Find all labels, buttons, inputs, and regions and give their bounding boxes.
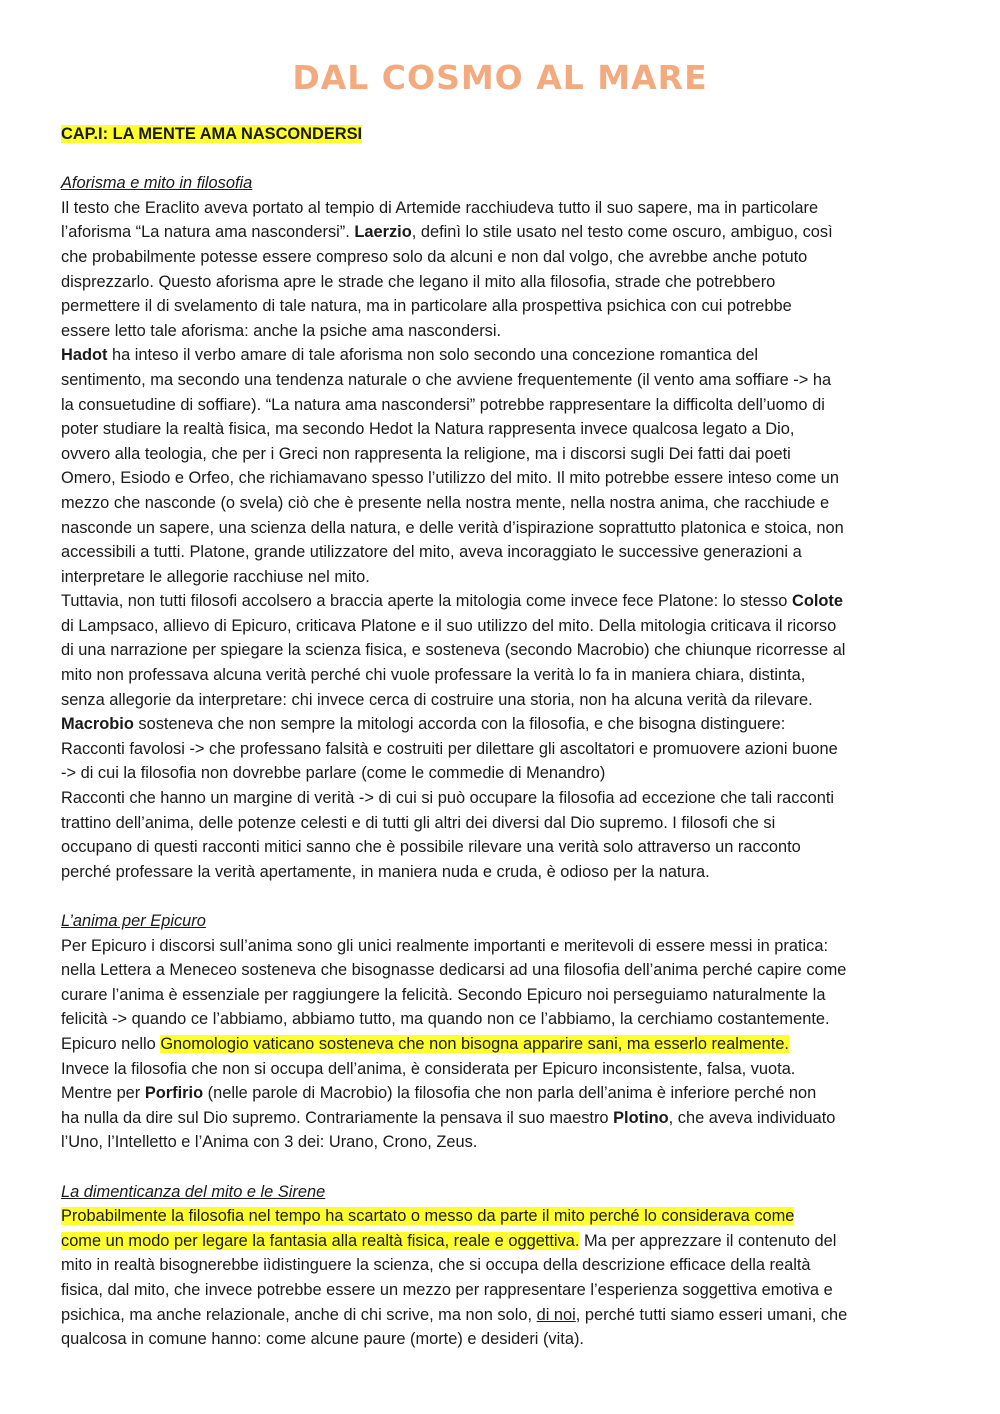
text-run: Ma per apprezzare il contenuto del xyxy=(579,1231,837,1250)
text-line xyxy=(61,1032,951,1057)
blank-line xyxy=(61,884,951,909)
text-run: di Lampsaco, allievo di Epicuro, criticava Platone e il suo utilizzo del mito. Della mitologia criticava il ricorso xyxy=(61,616,837,635)
text-run: ha nulla da dire sul Dio supremo. Contrariamente la pensava il suo maestro xyxy=(61,1108,614,1127)
text-line xyxy=(61,835,951,860)
text-line xyxy=(61,294,951,319)
text-run: accessibili a tutti. Platone, grande utilizzatore del mito, aveva incoraggiato le successive generazioni a xyxy=(61,543,802,562)
text-run: ha inteso il verbo amare di tale aforisma non solo secondo una concezione romantica del xyxy=(107,346,758,365)
text-run: disprezzarlo. Questo aforisma apre le strade che legano il mito alla filosofia, strade che potrebbero xyxy=(61,272,776,291)
section-heading: Aforisma e mito in filosofia xyxy=(61,174,253,193)
text-line xyxy=(61,811,951,836)
text-run: mito non professava alcuna verità perché chi vuole professare la verità lo fa in maniera chiara, distinta, xyxy=(61,666,806,685)
text-run: sentimento, ma secondo una tendenza naturale o che avviene frequentemente (il vento ama soffiare -> ha xyxy=(61,370,832,389)
bold-name: Porfirio xyxy=(144,1084,204,1103)
text-line xyxy=(61,737,951,762)
text-line xyxy=(61,1057,951,1082)
text-run: la consuetudine di soffiare). “La natura ama nascondersi” potrebbe rappresentare la difficolta dell’uomo di xyxy=(61,395,825,414)
text-line xyxy=(61,909,951,934)
text-line xyxy=(61,1180,951,1205)
text-line xyxy=(61,565,951,590)
text-line xyxy=(61,983,951,1008)
text-line xyxy=(61,1303,951,1328)
text-line xyxy=(61,1278,951,1303)
bold-name: Colote xyxy=(791,592,843,611)
text-run: Epicuro nello xyxy=(61,1034,161,1053)
bold-name: Laerzio xyxy=(354,223,412,242)
text-run: l’Uno, l’Intelletto e l’Anima con 3 dei: Urano, Crono, Zeus. xyxy=(61,1133,478,1152)
text-line xyxy=(61,712,951,737)
text-run: Racconti che hanno un margine di verità -> di cui si può occupare la filosofia ad eccezione che tali racconti xyxy=(61,789,835,808)
text-line xyxy=(61,786,951,811)
text-run: essere letto tale aforisma: anche la psiche ama nascondersi. xyxy=(61,321,502,340)
text-line xyxy=(61,368,951,393)
text-run: di una narrazione per spiegare la scienza fisica, e sosteneva (secondo Macrobio) che chiunque ricorresse al xyxy=(61,641,846,660)
text-line xyxy=(61,1327,951,1352)
text-run: che probabilmente potesse essere compreso solo da alcuni e non dal volgo, che avrebbe anche potuto xyxy=(61,247,808,266)
text-run: occupano di questi racconti mitici sanno che è possibile rilevare una verità solo attraverso un racconto xyxy=(61,838,801,857)
text-run: trattino dell’anima, delle potenze celesti e di tutti gli altri dei diversi dal Dio supremo. I filosofi che si xyxy=(61,813,776,832)
text-run: curare l’anima è essenziale per raggiungere la felicità. Secondo Epicuro noi perseguiamo naturalmente la xyxy=(61,985,826,1004)
text-line xyxy=(61,688,951,713)
text-run: , perché tutti siamo esseri umani, che xyxy=(575,1305,848,1324)
text-run: nella Lettera a Meneceo sosteneva che bisognasse dedicarsi ad una filosofia dell’anima perché capire come xyxy=(61,961,847,980)
text-run: ovvero alla teologia, che per i Greci non rappresenta la religione, ma i discorsi sugli Dei fatti dai poeti xyxy=(61,444,791,463)
document-body xyxy=(61,122,951,1352)
text-run: , definì lo stile usato nel testo come oscuro, ambiguo, così xyxy=(411,223,833,242)
blank-line xyxy=(61,1155,951,1180)
text-run: Per Epicuro i discorsi sull’anima sono gli unici realmente importanti e meritevoli di essere messi in pratica: xyxy=(61,936,829,955)
text-line xyxy=(61,761,951,786)
text-line xyxy=(61,589,951,614)
highlighted-text: Gnomologio vaticano sosteneva che non bisogna apparire sani, ma esserlo realmente. xyxy=(160,1034,789,1053)
underlined-text: di noi xyxy=(536,1305,576,1324)
text-line xyxy=(61,1007,951,1032)
text-line xyxy=(61,196,951,221)
text-line xyxy=(61,245,951,270)
text-run: Il testo che Eraclito aveva portato al tempio di Artemide racchiudeva tutto il suo sapere, ma in particolare xyxy=(61,198,819,217)
text-run: permettere il di svelamento di tale natura, ma in particolare alla prospettiva psichica con cui potrebbe xyxy=(61,297,792,316)
text-line xyxy=(61,466,951,491)
section-heading: L’anima per Epicuro xyxy=(61,912,206,930)
text-line xyxy=(61,393,951,418)
text-line xyxy=(61,1229,951,1254)
text-run: senza allegorie da interpretare: chi invece cerca di costruire una storia, non ha alcuna verità da rilevare. xyxy=(61,690,813,709)
highlighted-text: come un modo per legare la fantasia alla realtà fisica, reale e oggettiva. xyxy=(61,1231,580,1250)
text-line xyxy=(61,319,951,344)
text-run: felicità -> quando ce l’abbiamo, abbiamo tutto, ma quando non ce l’abbiamo, la cerchiamo costantemente. xyxy=(61,1010,830,1029)
text-run: Invece la filosofia che non si occupa dell’anima, è considerata per Epicuro inconsistente, falsa, vuota. xyxy=(61,1059,796,1078)
text-run: Tuttavia, non tutti filosofi accolsero a braccia aperte la mitologia come invece fece Platone: lo stesso xyxy=(61,592,792,611)
highlighted-text: Probabilmente la filosofia nel tempo ha scartato o messo da parte il mito perché lo considerava come xyxy=(61,1207,795,1226)
text-run: , che aveva individuato xyxy=(668,1108,836,1127)
text-line xyxy=(61,934,951,959)
text-line xyxy=(61,417,951,442)
bold-name: Macrobio xyxy=(61,715,134,734)
text-run: qualcosa in comune hanno: come alcune paure (morte) e desideri (vita). xyxy=(61,1330,584,1349)
text-line xyxy=(61,1130,951,1155)
text-line xyxy=(61,122,951,147)
text-run: poter studiare la realtà fisica, ma secondo Hedot la Natura rappresenta invece qualcosa legato a Dio, xyxy=(61,420,795,439)
section-heading: La dimenticanza del mito e le Sirene xyxy=(61,1182,326,1201)
text-run: psichica, ma anche relazionale, anche di chi scrive, ma non solo, xyxy=(61,1305,537,1324)
text-line xyxy=(61,343,951,368)
text-run: -> di cui la filosofia non dovrebbe parlare (come le commedie di Menandro) xyxy=(61,764,606,783)
text-line xyxy=(61,638,951,663)
text-line xyxy=(61,270,951,295)
text-line xyxy=(61,540,951,565)
text-run: (nelle parole di Macrobio) la filosofia che non parla dell’anima è inferiore perché non xyxy=(203,1084,817,1103)
text-run: mito in realtà bisognerebbe iìdistinguere la scienza, che si occupa della descrizione efficace della realtà xyxy=(61,1256,811,1275)
text-line xyxy=(61,171,951,196)
page-title: DAL COSMO AL MARE xyxy=(292,58,708,97)
text-run: Mentre per xyxy=(61,1084,145,1103)
text-line xyxy=(61,220,951,245)
text-line xyxy=(61,516,951,541)
text-run: nasconde un sapere, una scienza della natura, e delle verità d’ispirazione soprattutto platonica e stoica, non xyxy=(61,518,844,537)
bold-name: Plotino xyxy=(613,1108,669,1127)
text-line xyxy=(61,663,951,688)
text-run: mezzo che nasconde (o svela) ciò che è presente nella nostra mente, nella nostra anima, che racchiude e xyxy=(61,493,830,512)
text-run: interpretare le allegorie racchiuse nel mito. xyxy=(61,567,370,586)
text-run: sosteneva che non sempre la mitologi accorda con la filosofia, e che bisogna distinguere: xyxy=(133,715,786,734)
text-line xyxy=(61,860,951,885)
text-line xyxy=(61,614,951,639)
text-line xyxy=(61,491,951,516)
text-line xyxy=(61,442,951,467)
text-line xyxy=(61,958,951,983)
text-run: perché professare la verità apertamente, in maniera nuda e cruda, è odioso per la natura. xyxy=(61,862,710,881)
chapter-heading: CAP.I: LA MENTE AMA NASCONDERSI xyxy=(61,125,363,143)
text-line xyxy=(61,1204,951,1229)
text-line xyxy=(61,1106,951,1131)
text-line xyxy=(61,1081,951,1106)
text-run: l’aforisma “La natura ama nascondersi”. xyxy=(61,223,355,242)
blank-line xyxy=(61,147,951,172)
text-run: Omero, Esiodo e Orfeo, che richiamavano spesso l’utilizzo del mito. Il mito potrebbe essere inteso come un xyxy=(61,469,840,488)
text-run: fisica, dal mito, che invece potrebbe essere un mezzo per rappresentare l’esperienza soggettiva emotiva e xyxy=(61,1280,833,1299)
text-run: Racconti favolosi -> che professano falsità e costruiti per dilettare gli ascoltatori e promuovere azioni buone xyxy=(61,739,838,758)
text-line xyxy=(61,1253,951,1278)
bold-name: Hadot xyxy=(61,346,108,365)
